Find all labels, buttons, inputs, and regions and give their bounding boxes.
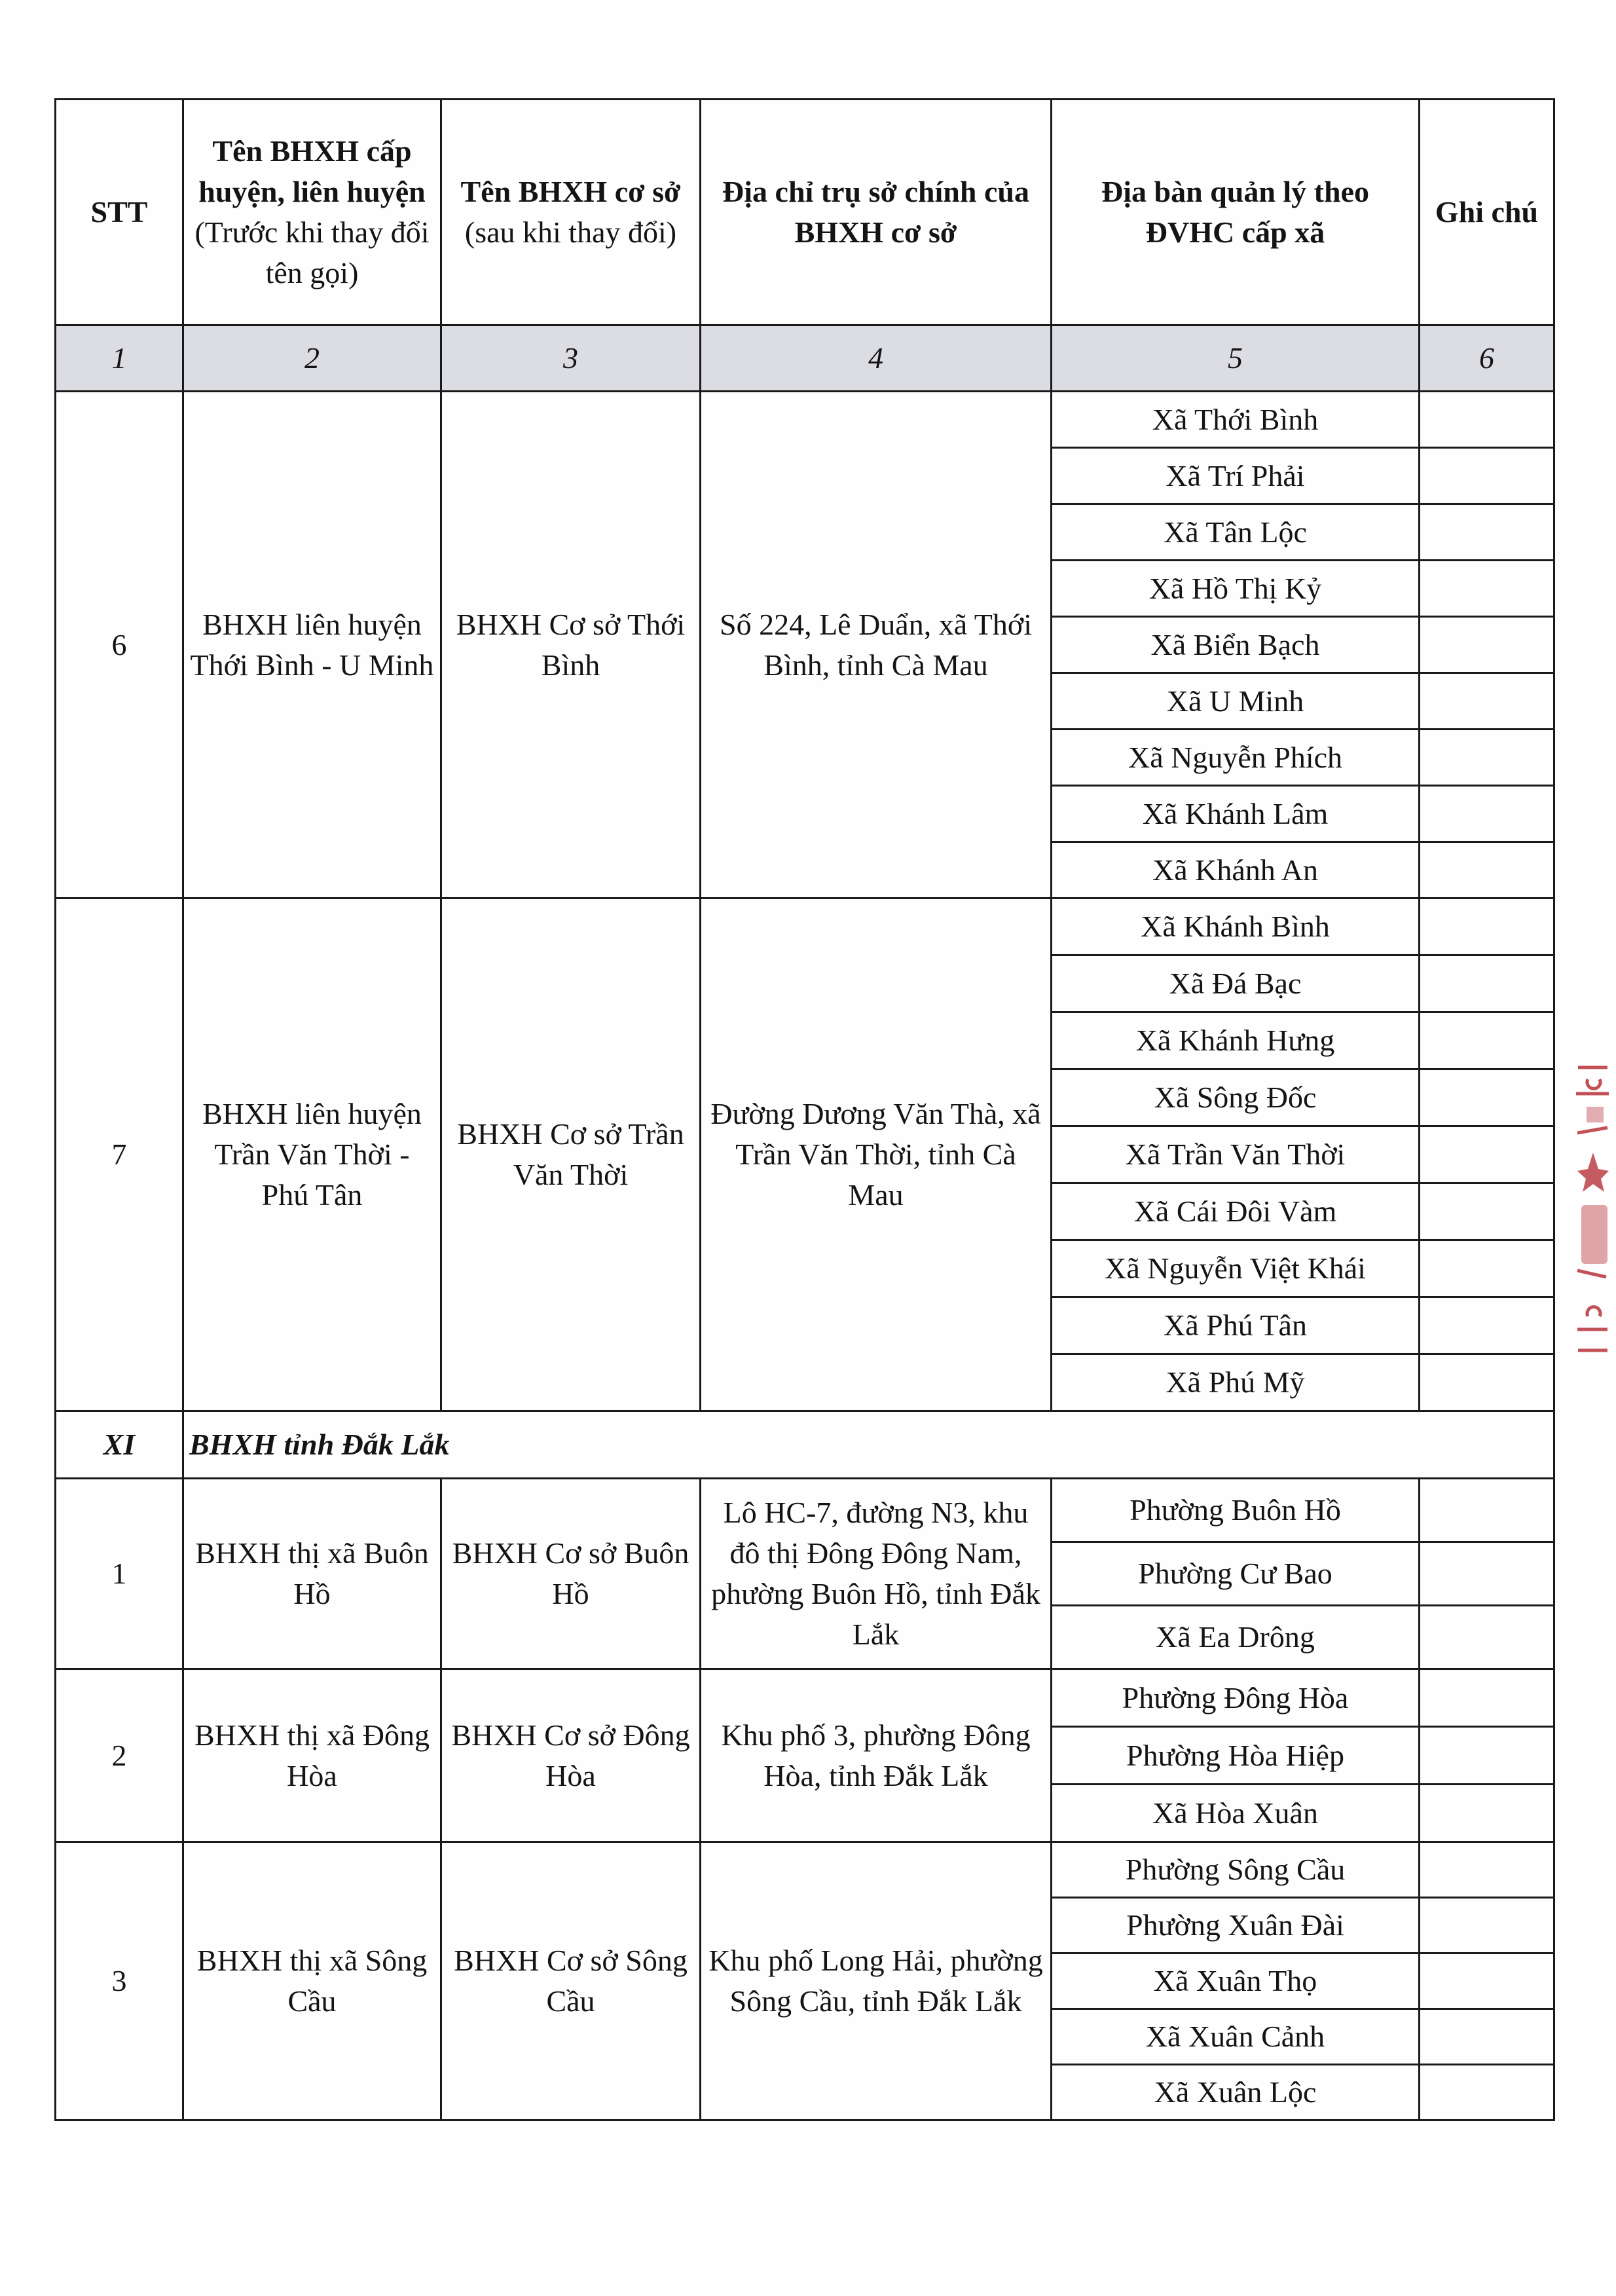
- note-cell: [1420, 842, 1554, 898]
- new-agency-name: BHXH Cơ sở Đông Hòa: [441, 1669, 701, 1842]
- header-old-name-label: Tên BHXH cấp huyện, liên huyện: [198, 134, 426, 208]
- header-notes: Ghi chú: [1420, 100, 1554, 325]
- header-new-name-label: Tên BHXH cơ sở: [460, 175, 681, 208]
- old-agency-name: BHXH liên huyện Thới Bình - U Minh: [183, 392, 441, 898]
- column-index: 4: [701, 325, 1052, 392]
- managed-area: Xã Hòa Xuân: [1052, 1785, 1420, 1842]
- old-agency-name: BHXH liên huyện Trần Văn Thời - Phú Tân: [183, 898, 441, 1411]
- header-address: Địa chỉ trụ sở chính của BHXH cơ sở: [701, 100, 1052, 325]
- note-cell: [1420, 898, 1554, 955]
- managed-area: Xã Khánh Lâm: [1052, 786, 1420, 842]
- column-index: 2: [183, 325, 441, 392]
- note-cell: [1420, 1354, 1554, 1411]
- header-old-name-note: (Trước khi thay đổi tên gọi): [194, 215, 430, 289]
- managed-area: Xã Khánh Hưng: [1052, 1012, 1420, 1069]
- official-seal-icon: [1568, 1054, 1614, 1362]
- note-cell: [1420, 561, 1554, 617]
- row-stt: 6: [56, 392, 183, 898]
- note-cell: [1420, 448, 1554, 504]
- note-cell: [1420, 1240, 1554, 1297]
- note-cell: [1420, 673, 1554, 730]
- section-header: [56, 1411, 1554, 1479]
- row-stt: 3: [56, 1842, 183, 2120]
- old-agency-name: BHXH thị xã Đông Hòa: [183, 1669, 441, 1842]
- new-agency-name: BHXH Cơ sở Trần Văn Thời: [441, 898, 701, 1411]
- row-stt: 2: [56, 1669, 183, 1842]
- managed-area: Xã Nguyễn Phích: [1052, 730, 1420, 786]
- note-cell: [1420, 1669, 1554, 1727]
- old-agency-name: BHXH thị xã Sông Cầu: [183, 1842, 441, 2120]
- row-stt: 7: [56, 898, 183, 1411]
- note-cell: [1420, 1479, 1554, 1542]
- new-agency-name: BHXH Cơ sở Sông Cầu: [441, 1842, 701, 2120]
- note-cell: [1420, 392, 1554, 448]
- row-stt: 1: [56, 1479, 183, 1669]
- note-cell: [1420, 1126, 1554, 1183]
- note-cell: [1420, 504, 1554, 561]
- column-index-row: [56, 325, 1554, 392]
- table-row: [56, 392, 1554, 448]
- agency-address: Lô HC-7, đường N3, khu đô thị Đông Đông Nam, phường Buôn Hồ, tỉnh Đắk Lắk: [701, 1479, 1052, 1669]
- agency-address: Khu phố 3, phường Đông Hòa, tỉnh Đắk Lắk: [701, 1669, 1052, 1842]
- table-header-row: [56, 100, 1554, 325]
- managed-area: Phường Xuân Đài: [1052, 1898, 1420, 1953]
- managed-area: Xã Biển Bạch: [1052, 617, 1420, 673]
- managed-area: Xã Thới Bình: [1052, 392, 1420, 448]
- note-cell: [1420, 1012, 1554, 1069]
- header-new-name: [441, 100, 701, 325]
- note-cell: [1420, 1953, 1554, 2009]
- section-row: [56, 1411, 1554, 1479]
- note-cell: [1420, 2065, 1554, 2120]
- new-agency-name: BHXH Cơ sở Thới Bình: [441, 392, 701, 898]
- note-cell: [1420, 1606, 1554, 1669]
- managed-area: Xã Trí Phải: [1052, 448, 1420, 504]
- managed-area: Xã Đá Bạc: [1052, 955, 1420, 1012]
- note-cell: [1420, 2009, 1554, 2065]
- table-row: [56, 898, 1554, 955]
- section-roman-numeral: XI: [56, 1411, 183, 1479]
- managed-area: Xã Nguyễn Việt Khái: [1052, 1240, 1420, 1297]
- managed-area: Phường Sông Cầu: [1052, 1842, 1420, 1898]
- note-cell: [1420, 1542, 1554, 1606]
- new-agency-name: BHXH Cơ sở Buôn Hồ: [441, 1479, 701, 1669]
- managed-area: Phường Hòa Hiệp: [1052, 1727, 1420, 1785]
- note-cell: [1420, 730, 1554, 786]
- agency-address: Đường Dương Văn Thà, xã Trần Văn Thời, tỉnh Cà Mau: [701, 898, 1052, 1411]
- table-row: [56, 1669, 1554, 1727]
- column-index: 5: [1052, 325, 1420, 392]
- note-cell: [1420, 1785, 1554, 1842]
- managed-area: Xã Cái Đôi Vàm: [1052, 1183, 1420, 1240]
- dak-lak-groups: [56, 1479, 1554, 2120]
- note-cell: [1420, 617, 1554, 673]
- managed-area: Xã U Minh: [1052, 673, 1420, 730]
- cam-mau-groups: [56, 392, 1554, 1411]
- header-old-name: [183, 100, 441, 325]
- agency-mapping-table: [54, 98, 1555, 2121]
- managed-area: Xã Xuân Thọ: [1052, 1953, 1420, 2009]
- managed-area: Xã Phú Tân: [1052, 1297, 1420, 1354]
- note-cell: [1420, 955, 1554, 1012]
- column-index: 1: [56, 325, 183, 392]
- note-cell: [1420, 1183, 1554, 1240]
- managed-area: Xã Khánh An: [1052, 842, 1420, 898]
- section-title: BHXH tỉnh Đắk Lắk: [183, 1411, 1554, 1479]
- managed-area: Xã Ea Drông: [1052, 1606, 1420, 1669]
- column-index: 6: [1420, 325, 1554, 392]
- header-new-name-note: (sau khi thay đổi): [464, 215, 677, 249]
- note-cell: [1420, 1898, 1554, 1953]
- managed-area: Xã Xuân Cảnh: [1052, 2009, 1420, 2065]
- managed-area: Xã Trần Văn Thời: [1052, 1126, 1420, 1183]
- table-row: [56, 1842, 1554, 1898]
- managed-area: Xã Tân Lộc: [1052, 504, 1420, 561]
- note-cell: [1420, 1297, 1554, 1354]
- table-row: [56, 1479, 1554, 1542]
- managed-area: Xã Hồ Thị Kỷ: [1052, 561, 1420, 617]
- managed-area: Phường Đông Hòa: [1052, 1669, 1420, 1727]
- note-cell: [1420, 1069, 1554, 1126]
- managed-area: Xã Phú Mỹ: [1052, 1354, 1420, 1411]
- header-area: Địa bàn quản lý theo ĐVHC cấp xã: [1052, 100, 1420, 325]
- agency-address: Khu phố Long Hải, phường Sông Cầu, tỉnh Đắk Lắk: [701, 1842, 1052, 2120]
- note-cell: [1420, 1842, 1554, 1898]
- managed-area: Xã Khánh Bình: [1052, 898, 1420, 955]
- managed-area: Xã Xuân Lộc: [1052, 2065, 1420, 2120]
- note-cell: [1420, 1727, 1554, 1785]
- managed-area: Phường Buôn Hồ: [1052, 1479, 1420, 1542]
- note-cell: [1420, 786, 1554, 842]
- agency-address: Số 224, Lê Duẩn, xã Thới Bình, tỉnh Cà Mau: [701, 392, 1052, 898]
- column-index: 3: [441, 325, 701, 392]
- managed-area: Phường Cư Bao: [1052, 1542, 1420, 1606]
- header-stt: STT: [56, 100, 183, 325]
- old-agency-name: BHXH thị xã Buôn Hồ: [183, 1479, 441, 1669]
- managed-area: Xã Sông Đốc: [1052, 1069, 1420, 1126]
